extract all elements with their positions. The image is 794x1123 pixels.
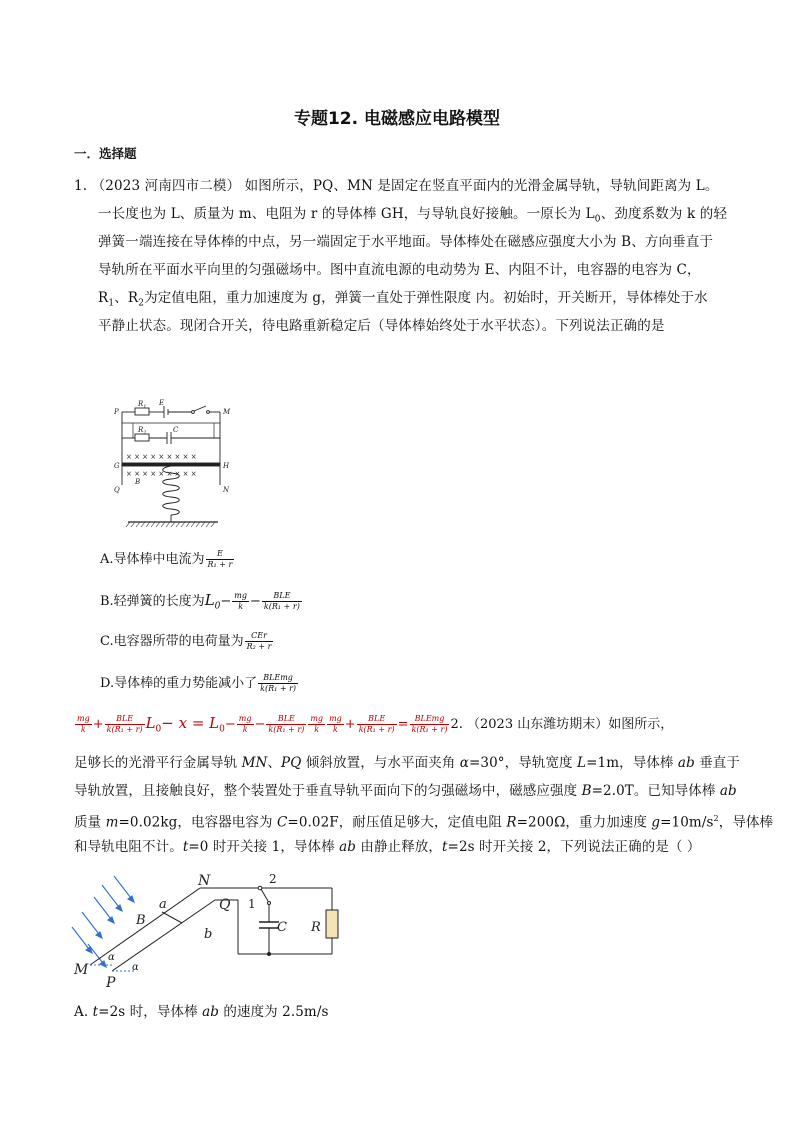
label-P: P — [114, 408, 119, 416]
q2-option-a[interactable]: A. t=2s 时，导体棒 ab 的速度为 2.5m/s — [74, 1004, 329, 1020]
label-N: N — [198, 873, 211, 889]
q2-line-1: 足够长的光滑平行金属导轨 MN、PQ 倾斜放置，与水平面夹角 α=30°，导轨宽度 L=1m，导体棒 ab 垂直于 — [74, 755, 741, 771]
label-alpha-2: α — [132, 962, 139, 973]
switch-label-1: 1 — [248, 897, 256, 911]
q1-option-b[interactable]: B.轻弹簧的长度为$L_0-$ $\frac{mg}{k}$ − $\frac{\text{BLE}}{\text{k(R₁ + r)}}$ — [100, 591, 300, 612]
label-B: B — [135, 478, 141, 486]
page-title: 专题12. 电磁感应电路模型 — [293, 109, 501, 129]
svg-text:× × × × × × × × ×: × × × × × × × × × — [126, 453, 197, 461]
label-P: P — [106, 975, 116, 991]
magnetic-field-arrows — [72, 876, 134, 967]
q1-option-c[interactable]: C.电容器所带的电荷量为 $\frac{\text{CEr}}{\text{R₂ + r}}$ — [100, 631, 272, 651]
label-alpha-1: α — [108, 952, 115, 963]
label-R2: $R_2$ — [138, 426, 147, 436]
answer-line: $\frac{mg}{k}$ + $\frac{\text{BLE}}{\text{k(R₁ + r)}}$ $L_0- x = L_0-$ $\frac{mg}{k}$ − $\frac{\text{BLE}}{\text{k(R₁ + r)}}$ $\frac{mg}{k}$ $\frac{mg}{k}$ + $\frac{\text{BLE}}{\text{k(R₁ + r)}}$ = $\frac{\text{BLEmg}}{\text{k(R₁ + r)}}$ 2. （2023 山东潍坊期末）如图所示， — [77, 714, 674, 735]
label-C: C — [277, 920, 287, 935]
label-G: G — [114, 462, 120, 470]
figure-inclined-rails — [70, 872, 350, 992]
q1-option-a[interactable]: A.导体棒中电流为 $\frac{E}{\text{R₁ + r}}$ — [100, 549, 233, 569]
svg-text:× × × × × × × × ×: × × × × × × × × × — [126, 470, 197, 478]
q1-line-1: 1. （2023 河南四市二模） 如图所示，PQ、MN 是固定在竖直平面内的光滑金属导轨，导轨间距离为 L。 — [74, 178, 719, 194]
label-B: B — [136, 913, 146, 928]
label-M: M — [74, 962, 89, 978]
q1-line-2: 一长度也为 L、质量为 m、电阻为 r 的导体棒 GH，与导轨良好接触。一原长为 $L_0$、劲度系数为 k 的轻 — [98, 206, 728, 225]
q1-line-3: 弹簧一端连接在导体棒的中点，另一端固定于水平地面。导体棒处在磁感应强度大小为 B、方向垂直于 — [98, 234, 714, 250]
label-Q: Q — [219, 897, 231, 913]
label-H: H — [223, 462, 230, 470]
label-C: C — [173, 426, 179, 434]
label-E: E — [159, 399, 165, 407]
q1-option-d[interactable]: D.导体棒的重力势能减小了 $\frac{\text{BLEmg}}{\text{k(R₁ + r)}}$ — [100, 673, 297, 693]
label-Q: Q — [114, 486, 120, 494]
q1-line-4: 导轨所在平面水平向里的匀强磁场中。图中直流电源的电动势为 E、内阻不计，电容器的电容为 C， — [98, 262, 701, 278]
switch-label-2: 2 — [269, 872, 277, 886]
label-b: b — [204, 927, 213, 942]
q2-line-3: 质量 m=0.02kg，电容器电容为 C=0.02F，耐压值足够大，定值电阻 R=200Ω，重力加速度 $g=10m/s^2$，导体棒 — [74, 814, 774, 831]
q2-line-4: 和导轨电阻不计。t=0 时开关接 1，导体棒 ab 由静止释放，t=2s 时开关接 2，下列说法正确的是（ ） — [74, 839, 701, 855]
label-M: M — [223, 408, 231, 416]
q2-line-2: 导轨放置，且接触良好，整个装置处于垂直导轨平面向下的匀强磁场中，磁感应强度 B=2.0T。已知导体棒 ab — [74, 783, 737, 799]
label-R1: $R_1$ — [138, 400, 147, 410]
q1-line-6: 平静止状态。现闭合开关，待电路重新稳定后（导体棒始终处于水平状态）。下列说法正确的是 — [98, 318, 665, 334]
figure-rail-circuit — [110, 395, 240, 530]
label-R: R — [311, 920, 321, 935]
resistor-R — [326, 910, 338, 938]
section-heading: 一．选择题 — [74, 146, 137, 161]
q1-line-5: $R_1$、$R_2$为定值电阻，重力加速度为 g，弹簧一直处于弹性限度 内。初始时，开关断开，导体棒处于水 — [98, 290, 708, 309]
label-N: N — [223, 486, 230, 494]
label-a: a — [159, 897, 167, 912]
